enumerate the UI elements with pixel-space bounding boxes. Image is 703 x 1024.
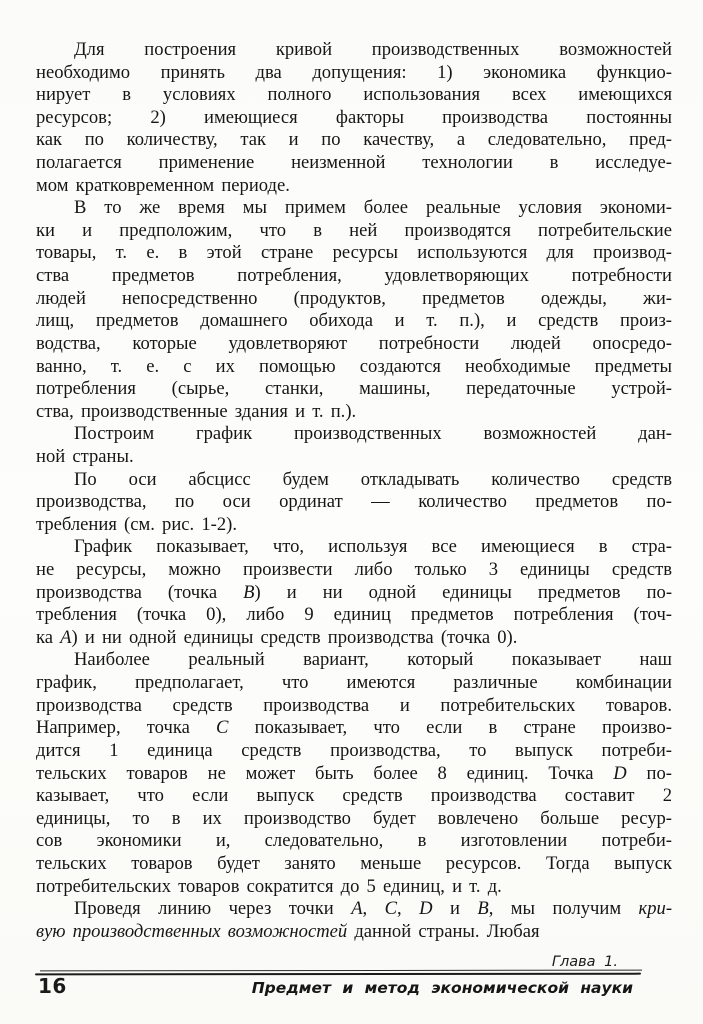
text-line: ства, производственные здания и т. п.).: [36, 400, 357, 422]
paragraph: [36, 898, 672, 943]
text-line: ка А) и ни одной единицы средств производства (точка 0).: [36, 626, 518, 648]
text-line: потребительских товаров сократится до 5 единиц, и т. д.: [36, 875, 502, 897]
text-line: производства, по оси ординат — количество предметов по-: [36, 491, 672, 513]
text-line: не ресурсы, можно произвести либо только 3 единицы средств: [36, 559, 672, 581]
text-line: необходимо принять два допущения: 1) экономика функцио-: [36, 61, 672, 83]
text-line: сов экономики и, следовательно, в изготовлении потреби-: [36, 830, 672, 852]
text-line: график, предполагает, что имеются различные комбинации: [36, 672, 672, 694]
text-line: Наиболее реальный вариант, который показывает наш: [74, 649, 672, 671]
text-line: водства, которые удовлетворяют потребности людей опосредо-: [36, 332, 672, 354]
text-line: как по количеству, так и по качеству, а следовательно, пред-: [36, 129, 672, 151]
paragraph: [36, 39, 672, 197]
text-line: мом кратковременном периоде.: [36, 174, 290, 196]
text-line: Например, точка С показывает, что если в стране произво-: [36, 717, 672, 739]
text-line: По оси абсцисс будем откладывать количество средств: [74, 468, 672, 490]
text-line: Проведя линию через точки А, С, D и В, мы получим кри-: [74, 898, 672, 920]
footer-rule-thin: [40, 970, 642, 972]
running-title: Предмет и метод экономической науки: [251, 979, 633, 997]
text-line: График показывает, что, используя все имеющиеся в стра-: [74, 536, 672, 558]
text-line: ванно, т. е. с их помощью создаются необходимые предметы: [36, 355, 672, 377]
text-line: дится 1 единица средств производства, то выпуск потреби-: [36, 739, 672, 761]
text-line: тельских товаров не может быть более 8 единиц. Точка D по-: [36, 762, 672, 784]
footer-rule-thick: [35, 973, 641, 976]
page-body: [36, 39, 672, 943]
text-line: В то же время мы примем более реальные условия экономи-: [74, 197, 672, 219]
paragraph: [36, 536, 672, 649]
paragraph: [36, 423, 672, 468]
text-line: товары, т. е. в этой стране ресурсы используются для производ-: [36, 242, 672, 264]
page-number: 16: [38, 974, 67, 998]
text-line: вую производственных возможностей данной страны. Любая: [36, 920, 540, 942]
text-line: производства (точка В) и ни одной единицы предметов по-: [36, 581, 672, 603]
text-line: Для построения кривой производственных возможностей: [74, 39, 672, 60]
text-line: лищ, предметов домашнего обихода и т. п.), и средств произ-: [36, 310, 672, 332]
paragraph: [36, 469, 672, 537]
text-line: ства предметов потребления, удовлетворяющих потребности: [36, 265, 672, 287]
chapter-label: Глава 1.: [551, 954, 618, 970]
text-line: нирует в условиях полного использования всех имеющихся: [36, 84, 672, 106]
paragraph: [36, 649, 672, 898]
text-line: тельских товаров будет занято меньше ресурсов. Тогда выпуск: [36, 852, 672, 874]
text-line: ной страны.: [36, 445, 134, 467]
text-line: ресурсов; 2) имеющиеся факторы производства постоянны: [36, 106, 672, 128]
text-line: ки и предположим, что в ней производятся потребительские: [36, 219, 672, 241]
text-line: казывает, что если выпуск средств производства составит 2: [36, 785, 672, 807]
text-line: требления (точка 0), либо 9 единиц предметов потребления (точ-: [36, 604, 672, 626]
text-line: потребления (сырье, станки, машины, передаточные устрой-: [36, 378, 672, 400]
paragraph: [36, 197, 672, 423]
text-line: производства средств производства и потребительских товаров.: [36, 694, 672, 716]
text-line: единицы, то в их производство будет вовлечено больше ресур-: [36, 807, 672, 829]
text-line: требления (см. рис. 1-2).: [36, 513, 237, 535]
text-line: полагается применение неизменной технологии в исследуе-: [36, 152, 672, 174]
text-line: людей непосредственно (продуктов, предметов одежды, жи-: [36, 287, 672, 309]
text-line: Построим график производственных возможностей дан-: [74, 423, 672, 445]
